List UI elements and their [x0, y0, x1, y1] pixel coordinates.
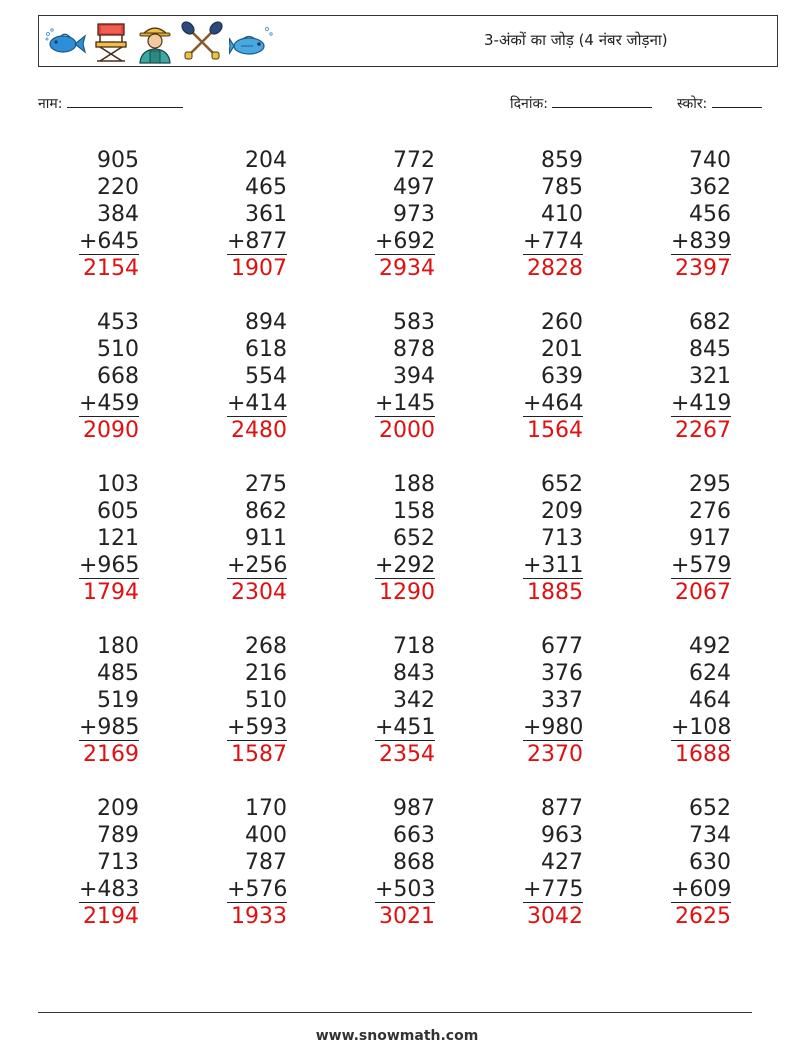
addend: 652	[689, 796, 731, 821]
addend: 862	[245, 499, 287, 524]
answer: 2169	[83, 742, 139, 767]
addend: 868	[393, 850, 435, 875]
addend-with-plus: +503	[375, 877, 436, 902]
addend: 618	[245, 337, 287, 362]
addition-problem	[523, 795, 583, 930]
addend: 201	[541, 337, 583, 362]
addend: 519	[97, 688, 139, 713]
addend: 427	[541, 850, 583, 875]
addend: 492	[689, 634, 731, 659]
name-label: नाम:	[38, 96, 63, 112]
addition-problem	[227, 471, 287, 606]
addend-with-plus: +419	[671, 391, 732, 416]
addend: 209	[541, 499, 583, 524]
answer: 2090	[83, 418, 139, 443]
answer: 1688	[675, 742, 731, 767]
addend: 170	[245, 796, 287, 821]
addend: 652	[541, 472, 583, 497]
crossed-paddles-icon	[181, 21, 223, 63]
addition-problem	[671, 795, 731, 930]
addend-with-plus: +839	[671, 229, 732, 254]
addend: 465	[245, 175, 287, 200]
addend-with-plus: +483	[79, 877, 140, 902]
addend: 785	[541, 175, 583, 200]
addition-problem	[523, 471, 583, 606]
answer: 2480	[231, 418, 287, 443]
addend: 394	[393, 364, 435, 389]
addend: 987	[393, 796, 435, 821]
addend: 337	[541, 688, 583, 713]
footer-divider	[38, 1012, 752, 1013]
addend-with-plus: +145	[375, 391, 436, 416]
addend: 859	[541, 148, 583, 173]
addition-problem	[79, 633, 139, 768]
addition-problem	[79, 309, 139, 444]
addition-problem	[671, 147, 731, 282]
worksheet-title: 3-अंकों का जोड़ (4 नंबर जोड़ना)	[484, 31, 668, 49]
addend: 456	[689, 202, 731, 227]
answer: 2154	[83, 256, 139, 281]
addend: 973	[393, 202, 435, 227]
addend: 668	[97, 364, 139, 389]
addend: 843	[393, 661, 435, 686]
addend: 209	[97, 796, 139, 821]
addend: 410	[541, 202, 583, 227]
answer: 1587	[231, 742, 287, 767]
addend: 485	[97, 661, 139, 686]
answer: 2194	[83, 904, 139, 929]
addend: 713	[97, 850, 139, 875]
addend-with-plus: +414	[227, 391, 288, 416]
addend: 911	[245, 526, 287, 551]
fisherman-icon	[135, 20, 175, 64]
date-blank[interactable]	[552, 93, 652, 108]
addend: 216	[245, 661, 287, 686]
addition-problem	[79, 795, 139, 930]
addend-with-plus: +965	[79, 553, 140, 578]
addend: 103	[97, 472, 139, 497]
addition-problem	[671, 309, 731, 444]
addend: 878	[393, 337, 435, 362]
answer: 3042	[527, 904, 583, 929]
addend-with-plus: +292	[375, 553, 436, 578]
answer: 2370	[527, 742, 583, 767]
addend-with-plus: +593	[227, 715, 288, 740]
addition-problem	[375, 147, 435, 282]
addend-with-plus: +877	[227, 229, 288, 254]
addend: 275	[245, 472, 287, 497]
addition-problem	[227, 309, 287, 444]
addend: 652	[393, 526, 435, 551]
footer-website: www.snowmath.com	[315, 1028, 479, 1044]
addend-with-plus: +645	[79, 229, 140, 254]
addend: 276	[689, 499, 731, 524]
addition-problem	[375, 795, 435, 930]
addend: 718	[393, 634, 435, 659]
answer: 1933	[231, 904, 287, 929]
addend-with-plus: +985	[79, 715, 140, 740]
answer: 2625	[675, 904, 731, 929]
addition-problem	[671, 471, 731, 606]
addend: 384	[97, 202, 139, 227]
addend: 772	[393, 148, 435, 173]
addend-with-plus: +775	[523, 877, 584, 902]
addend: 554	[245, 364, 287, 389]
addend: 677	[541, 634, 583, 659]
addend: 321	[689, 364, 731, 389]
addition-problem	[523, 147, 583, 282]
score-label: स्कोर:	[677, 96, 708, 112]
addend: 963	[541, 823, 583, 848]
addend: 362	[689, 175, 731, 200]
addition-problem	[227, 795, 287, 930]
addend-with-plus: +609	[671, 877, 732, 902]
addition-problem	[671, 633, 731, 768]
addition-problem	[375, 633, 435, 768]
addend: 713	[541, 526, 583, 551]
addition-problem	[375, 471, 435, 606]
addend-with-plus: +576	[227, 877, 288, 902]
addend: 682	[689, 310, 731, 335]
addend-with-plus: +774	[523, 229, 584, 254]
name-field	[38, 93, 183, 113]
addition-problem	[79, 471, 139, 606]
addend: 734	[689, 823, 731, 848]
answer: 2000	[379, 418, 435, 443]
addend-with-plus: +108	[671, 715, 732, 740]
addition-problem	[227, 633, 287, 768]
addend: 740	[689, 148, 731, 173]
addend: 510	[97, 337, 139, 362]
addend: 188	[393, 472, 435, 497]
answer: 2267	[675, 418, 731, 443]
score-blank[interactable]	[712, 93, 762, 108]
addend-with-plus: +579	[671, 553, 732, 578]
addend-with-plus: +256	[227, 553, 288, 578]
addend: 204	[245, 148, 287, 173]
addend: 630	[689, 850, 731, 875]
addend: 268	[245, 634, 287, 659]
addend-with-plus: +451	[375, 715, 436, 740]
addition-problem	[523, 309, 583, 444]
addition-problem	[227, 147, 287, 282]
addend: 342	[393, 688, 435, 713]
addition-problem	[79, 147, 139, 282]
addend: 905	[97, 148, 139, 173]
header-icons	[43, 20, 275, 64]
addend: 787	[245, 850, 287, 875]
answer: 2828	[527, 256, 583, 281]
addend: 583	[393, 310, 435, 335]
date-field	[510, 93, 652, 113]
worksheet-header	[38, 15, 778, 67]
addend: 220	[97, 175, 139, 200]
director-chair-icon	[93, 21, 129, 63]
addend: 917	[689, 526, 731, 551]
answer: 1290	[379, 580, 435, 605]
answer: 2067	[675, 580, 731, 605]
addend: 361	[245, 202, 287, 227]
addition-problem	[375, 309, 435, 444]
addend: 789	[97, 823, 139, 848]
answer: 2304	[231, 580, 287, 605]
addend-with-plus: +459	[79, 391, 140, 416]
addend: 260	[541, 310, 583, 335]
addend: 497	[393, 175, 435, 200]
addend: 845	[689, 337, 731, 362]
answer: 2934	[379, 256, 435, 281]
answer: 3021	[379, 904, 435, 929]
addend: 376	[541, 661, 583, 686]
addition-problem	[523, 633, 583, 768]
addend: 605	[97, 499, 139, 524]
addend: 464	[689, 688, 731, 713]
score-field	[677, 93, 762, 113]
fish-icon	[43, 24, 87, 60]
addend: 663	[393, 823, 435, 848]
addend: 510	[245, 688, 287, 713]
addend: 180	[97, 634, 139, 659]
addend: 639	[541, 364, 583, 389]
addend: 295	[689, 472, 731, 497]
addend-with-plus: +311	[523, 553, 584, 578]
addend-with-plus: +980	[523, 715, 584, 740]
addend: 894	[245, 310, 287, 335]
answer: 1885	[527, 580, 583, 605]
addend: 400	[245, 823, 287, 848]
addend-with-plus: +464	[523, 391, 584, 416]
blue-fish-icon	[229, 24, 275, 60]
addend: 624	[689, 661, 731, 686]
addend: 158	[393, 499, 435, 524]
answer: 2354	[379, 742, 435, 767]
answer: 2397	[675, 256, 731, 281]
addend: 453	[97, 310, 139, 335]
answer: 1564	[527, 418, 583, 443]
answer: 1794	[83, 580, 139, 605]
date-label: दिनांक:	[510, 96, 548, 112]
addend: 877	[541, 796, 583, 821]
answer: 1907	[231, 256, 287, 281]
addend-with-plus: +692	[375, 229, 436, 254]
addend: 121	[97, 526, 139, 551]
name-blank[interactable]	[67, 93, 183, 108]
